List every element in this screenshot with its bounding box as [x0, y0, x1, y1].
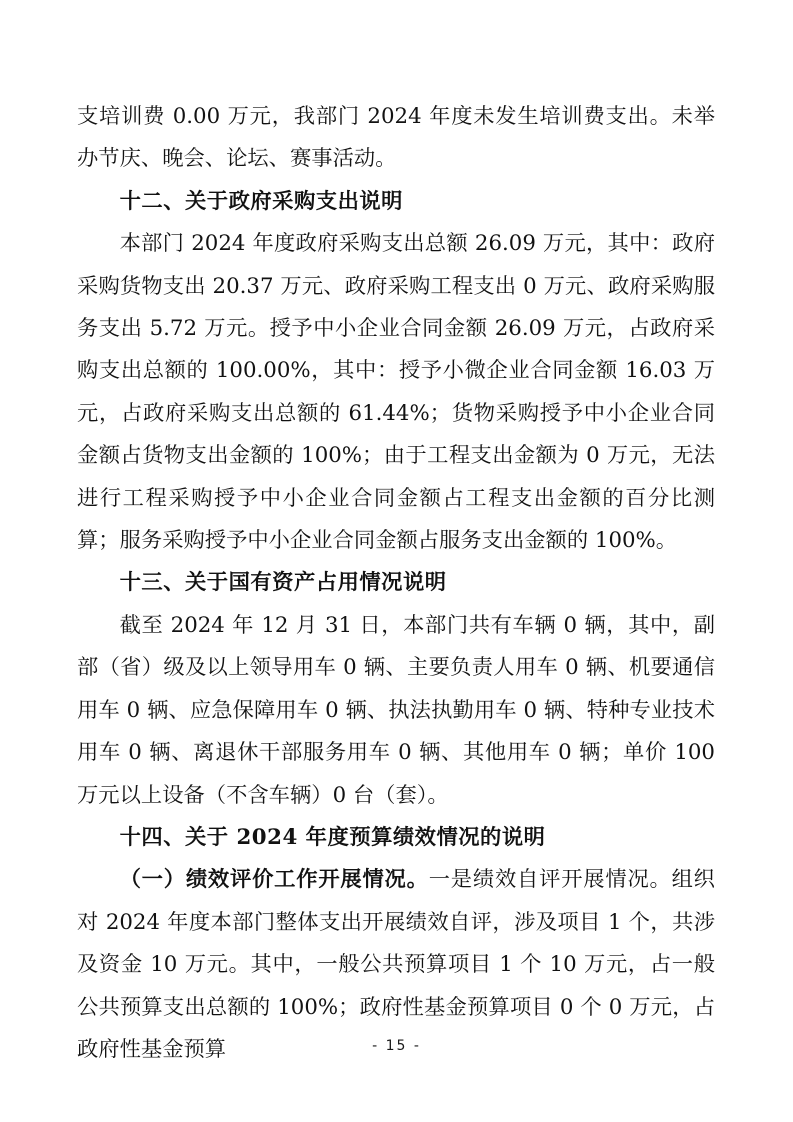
heading-section-12-government-procurement: 十二、关于政府采购支出说明 [119, 188, 403, 214]
page-footer [0, 1036, 793, 1056]
paragraph-training-fee-continuation: 支培训费 0.00 万元，我部门 2024 年度未发生培训费支出。未举办节庆、晚会、论坛、赛事活动。 [77, 104, 715, 172]
paragraph-state-assets: 截至 2024 年 12 月 31 日，本部门共有车辆 0 辆，其中，副部（省）级及以上领导用车 0 辆、主要负责人用车 0 辆、机要通信用车 0 辆、应急保障用车 0 辆、执法执勤用车 0 辆、特种专业技术用车 0 辆、离退休干部服务用车 0 辆、其他用车 0 辆；单价 100 万元以上设备（不含车辆）0 台（套）。 [77, 612, 715, 808]
heading-section-13-state-assets: 十三、关于国有资产占用情况说明 [119, 570, 447, 596]
paragraph-budget-performance-body: 一是绩效自评开展情况。组织对 2024 年度本部门整体支出开展绩效自评，涉及项目 1 个，共涉及资金 10 万元。其中，一般公共预算项目 1 个 10 万元，占一般公共预算支出总额的 100%；政府性基金预算项目 0 个 0 万元，占政府性基金预算 [77, 867, 715, 1062]
heading-section-14-budget-performance: 十四、关于 2024 年度预算绩效情况的说明 [119, 824, 546, 850]
paragraph-government-procurement: 本部门 2024 年度政府采购支出总额 26.09 万元，其中：政府采购货物支出 20.37 万元、政府采购工程支出 0 万元、政府采购服务支出 5.72 万元。授予中小企业合同金额 26.09 万元，占政府采购支出总额的 100.00%，其中：授予小微企业合同金额 16.03 万元，占政府采购支出总额的 61.44%；货物采购授予中小企业合同金额占货物支出金额的 100%；由于工程支出金额为 0 万元，无法进行工程采购授予中小企业合同金额占工程支出金额的百分比测算；服务采购授予中小企业合同金额占服务支出金额的 100%。 [77, 231, 715, 554]
paragraph-budget-performance-lead: （一）绩效评价工作开展情况。 [119, 867, 429, 893]
page-number: - 15 - [372, 1038, 421, 1054]
